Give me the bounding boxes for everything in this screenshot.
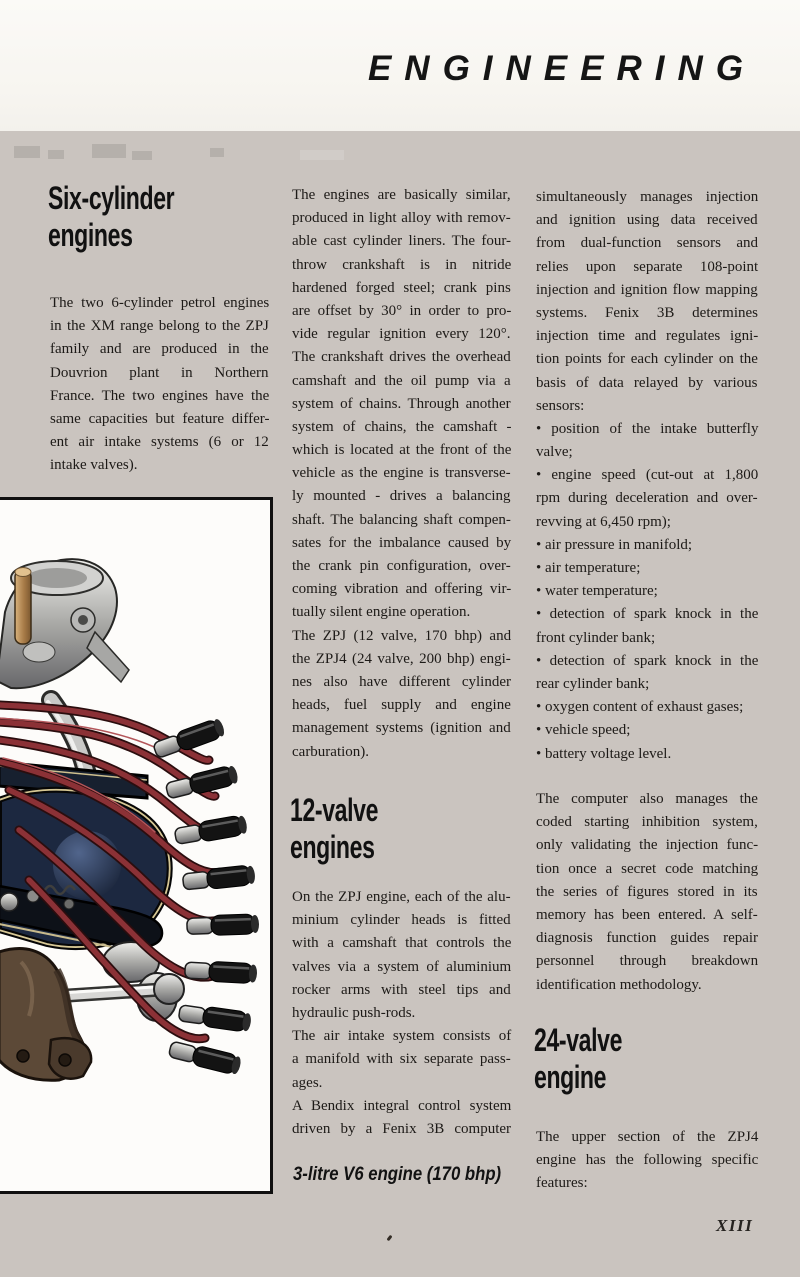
- section-header: ENGINEERING: [367, 49, 756, 88]
- exhaust-manifold: [0, 949, 91, 1081]
- right-column-text-upper: simultaneously manages injection and ignition using data received from dual-function sensors and relies upon separate 108-point injection and ignition flow mapping systems. Fenix 3B determines injection time and regulates igni- tion points for each cylinder on the basis of data relayed by various sensors: • position of the intake butterfly valve; • engine speed (cut-out at 1,800 rpm during deceleration and over- revving at 6,450 rpm); • air pressure in manifold; • air temperature; • water temperature; • detection of spark knock in the front cylinder bank; • detection of spark knock in the rear cylinder bank; • oxygen content of exhaust gases; • vehicle speed; • battery voltage level.: [536, 189, 759, 762]
- throttle-body: [0, 559, 129, 688]
- page-number: XIII: [716, 1216, 754, 1235]
- right-column-text-lower: The upper section of the ZPJ4 engine has the following specific features:: [536, 1129, 759, 1192]
- middle-column-text-lower: On the ZPJ engine, each of the alu- minium cylinder heads is fitted with a camshaft that controls the valves via a system of aluminium rocker arms with steel tips and hydraulic push-rods. The air intake system consists of a manifold with six separate pass- ages. A Bendix integral control system driven by a Fenix 3B computer: [292, 889, 512, 1137]
- illustration-caption: 3-litre V6 engine (170 bhp): [293, 1164, 502, 1185]
- left-column-text: The two 6-cylinder petrol engines in the XM range belong to the ZPJ family and are produced in the Douvrion plant in Northern France. The two engines have the same capacities but feature differ- ent air intake systems (6 or 12 intake valves).: [50, 295, 270, 474]
- scan-artifact: [48, 150, 64, 159]
- scan-artifact: [300, 150, 344, 160]
- ink-speck: [386, 1235, 392, 1242]
- scan-artifact: [210, 148, 224, 157]
- middle-column-text-upper: The engines are basically similar, produced in light alloy with remov- able cast cylinder liners. The four- throw crankshaft is in nitride hardened forged steel; crank pins are offset by 30° in order to pro- vide regular ignition every 120°. The crankshaft drives the overhead camshaft and the oil pump via a system of chains. Through another system of chains, the camshaft - which is located at the front of the vehicle as the engine is transverse- ly mounted - drives a balancing shaft. The balancing shaft compen- sates for the imbalance caused by the crank pin configuration, over- coming vibration and offering vir- tually silent engine operation. The ZPJ (12 valve, 170 bhp) and the ZPJ4 (24 valve, 200 bhp) engi- nes also have different cylinder heads, fuel supply and engine management systems (ignition and carburation).: [292, 187, 512, 760]
- heading-24-valve-engine: 24-valve engine: [534, 1022, 623, 1095]
- scan-artifact: [14, 146, 40, 158]
- illustration-box: [0, 497, 273, 1194]
- heading-12-valve-engines: 12-valve engines: [290, 792, 379, 865]
- engine-illustration: [0, 500, 270, 1191]
- scan-artifact: [92, 144, 126, 158]
- right-column-text-middle: The computer also manages the coded starting inhibition system, only validating the injection func- tion once a secret code matching the series of figures stored in its memory has been entered. A self- diagnosis function guides repair personnel through breakdown identification methodology.: [536, 791, 759, 993]
- scan-artifact: [132, 151, 152, 160]
- heading-six-cylinder-engines: Six-cylinder engines: [48, 180, 175, 253]
